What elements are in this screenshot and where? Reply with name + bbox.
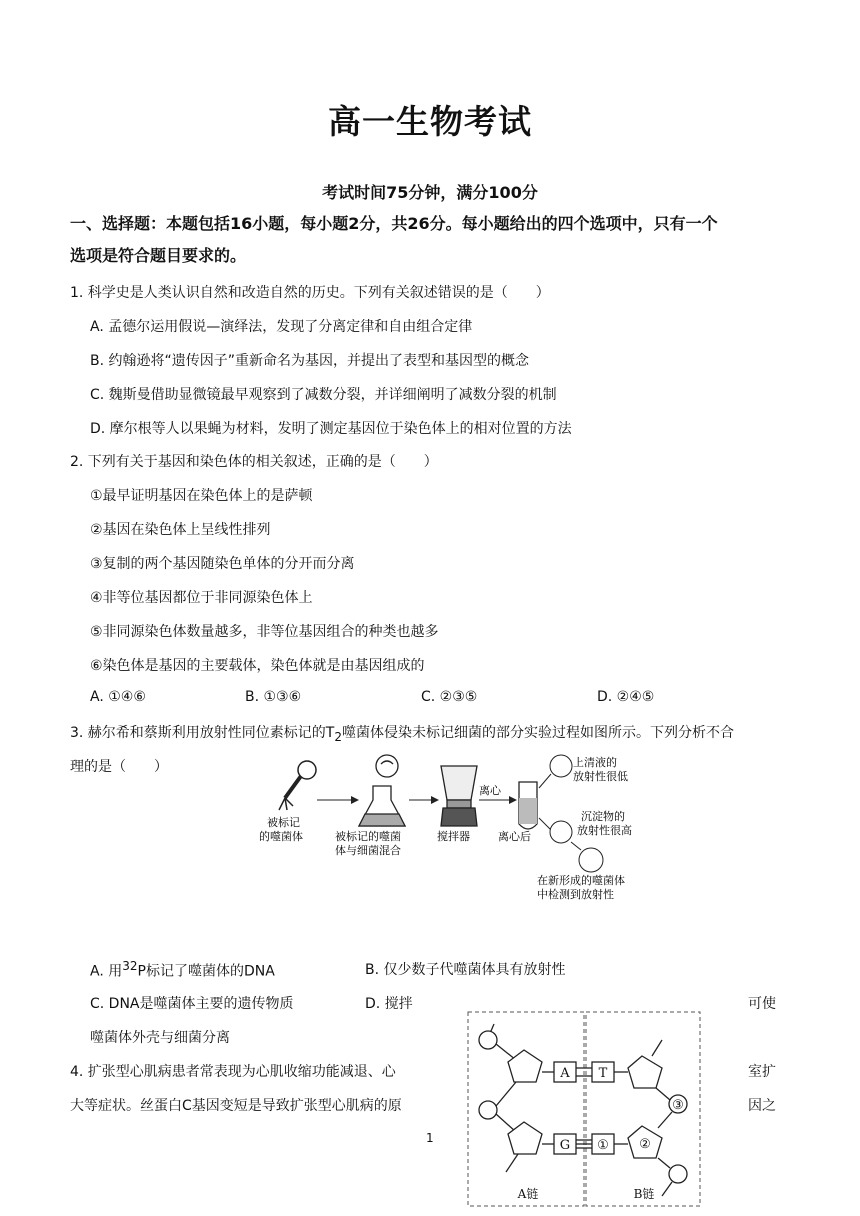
base-g-label: G: [559, 1138, 571, 1153]
sugar-pentagon: [508, 1050, 542, 1082]
q3-stem-subscript: 2: [334, 729, 342, 744]
q2-statement-6: ⑥染色体是基因的主要载体，染色体就是由基因组成的: [90, 658, 425, 674]
q4-line1-b: 室扩: [748, 1064, 776, 1080]
q3-stem-a: 3. 赫尔希和蔡斯利用放射性同位素标记的T: [70, 725, 335, 741]
fig-label-sed-2: 放射性很高: [577, 824, 632, 837]
q3-option-a-post: P标记了噬菌体的DNA: [137, 963, 275, 980]
q3-stem: [70, 722, 734, 744]
sediment-icon: [550, 821, 572, 843]
fig-label-centrifuge: 离心: [479, 784, 501, 797]
chain-b-label: B链: [633, 1187, 655, 1201]
phosphate-circle: [479, 1101, 497, 1119]
q3-option-a-pre: A. 用: [90, 963, 123, 980]
q2-statement-5: ⑤非同源染色体数量越多，非等位基因组合的种类也越多: [90, 624, 439, 640]
fig-label-blender: 搅拌器: [437, 830, 470, 843]
q3-option-d-part3: 噬菌体外壳与细菌分离: [90, 1030, 230, 1046]
page-title: 高一生物考试: [328, 102, 532, 141]
fig-label-phage-2: 的噬菌体: [259, 830, 303, 843]
arrow-icon: [317, 796, 359, 804]
q4-line2-a: 大等症状。丝蛋白C基因变短是导致扩张型心肌病的原: [70, 1098, 402, 1114]
arrow-icon: [571, 842, 581, 850]
q1-stem: 1. 科学史是人类认识自然和改造自然的历史。下列有关叙述错误的是（ ）: [70, 285, 550, 301]
sugar-pentagon: [628, 1056, 662, 1088]
q3-option-b: B. 仅少数子代噬菌体具有放射性: [365, 962, 566, 978]
circle-2-label: ②: [639, 1137, 651, 1152]
test-tube-icon: [519, 782, 537, 829]
q3-option-d-part2: 可使: [748, 996, 776, 1012]
page-number: 1: [426, 1131, 434, 1145]
q2-option-d: D. ②④⑤: [597, 689, 655, 705]
q2-statement-2: ②基因在染色体上呈线性排列: [90, 522, 271, 538]
q1-option-b: B. 约翰逊将“遗传因子”重新命名为基因，并提出了表型和基因型的概念: [90, 353, 530, 369]
q3-option-d-part1: D. 搅拌: [365, 996, 413, 1012]
phosphate-circle: [479, 1031, 497, 1049]
phage-icon: [279, 761, 316, 810]
blender-icon: [441, 766, 477, 826]
arrow-icon: [409, 796, 439, 804]
fig-label-mix-2: 体与细菌混合: [335, 844, 401, 857]
q4-line2-b: 因之: [748, 1098, 776, 1114]
circle-1-label: ①: [597, 1138, 609, 1153]
flask-icon: [359, 755, 405, 826]
fig-label-new-1: 在新形成的噬菌体: [537, 874, 625, 887]
q3-option-a: [90, 959, 275, 981]
fig-label-super-2: 放射性很低: [573, 770, 628, 783]
fig-label-mix-1: 被标记的噬菌: [335, 830, 401, 843]
section-heading-line2: 选项是符合题目要求的。: [70, 246, 247, 265]
chain-a-label: A链: [517, 1187, 539, 1201]
q2-option-b: B. ①③⑥: [245, 689, 302, 705]
fig-label-after: 离心后: [498, 830, 531, 843]
q3-option-a-superscript: 32: [122, 959, 138, 973]
section-heading-line1: 一、选择题：本题包括16小题，每小题2分，共26分。每小题给出的四个选项中，只有一个: [70, 214, 718, 233]
fig-label-sed-1: 沉淀物的: [581, 810, 625, 823]
q2-stem: 2. 下列有关于基因和染色体的相关叙述，正确的是（ ）: [70, 454, 438, 470]
q1-option-c: C. 魏斯曼借助显微镜最早观察到了减数分裂，并详细阐明了减数分裂的机制: [90, 387, 557, 403]
arrow-icon: [539, 774, 551, 788]
q2-statement-4: ④非等位基因都位于非同源染色体上: [90, 590, 313, 606]
fig-label-new-2: 中检测到放射性: [537, 888, 614, 901]
q3-stem-line2: 理的是（ ）: [70, 759, 168, 775]
supernatant-icon: [550, 755, 572, 777]
q2-statement-1: ①最早证明基因在染色体上的是萨顿: [90, 488, 313, 504]
exam-info: 考试时间75分钟，满分100分: [322, 183, 538, 202]
q2-option-a: A. ①④⑥: [90, 689, 146, 705]
q3-stem-b: 噬菌体侵染未标记细菌的部分实验过程如图所示。下列分析不合: [342, 725, 734, 741]
q1-option-d: D. 摩尔根等人以果蝇为材料，发明了测定基因位于染色体上的相对位置的方法: [90, 421, 572, 437]
new-phages-icon: [579, 848, 603, 872]
arrow-icon: [479, 796, 517, 804]
q4-line1-a: 4. 扩张型心肌病患者常表现为心肌收缩功能减退、心: [70, 1064, 396, 1080]
circle-3-label: ③: [672, 1098, 684, 1113]
section-heading: [70, 208, 800, 272]
q3-option-c: C. DNA是噬菌体主要的遗传物质: [90, 996, 294, 1012]
base-t-label: T: [598, 1066, 608, 1081]
phosphate-circle: [669, 1165, 687, 1183]
fig-label-phage-1: 被标记: [267, 816, 300, 829]
q4-dna-figure: [466, 1010, 704, 1210]
base-a-label: A: [560, 1066, 570, 1081]
q2-option-c: C. ②③⑤: [421, 689, 478, 705]
q1-option-a: A. 孟德尔运用假说—演绎法，发现了分离定律和自由组合定律: [90, 319, 473, 335]
fig-label-super-1: 上清液的: [573, 756, 617, 769]
q2-statement-3: ③复制的两个基因随染色单体的分开而分离: [90, 556, 355, 572]
q3-experiment-figure: [255, 748, 675, 908]
sugar-pentagon: [508, 1122, 542, 1154]
